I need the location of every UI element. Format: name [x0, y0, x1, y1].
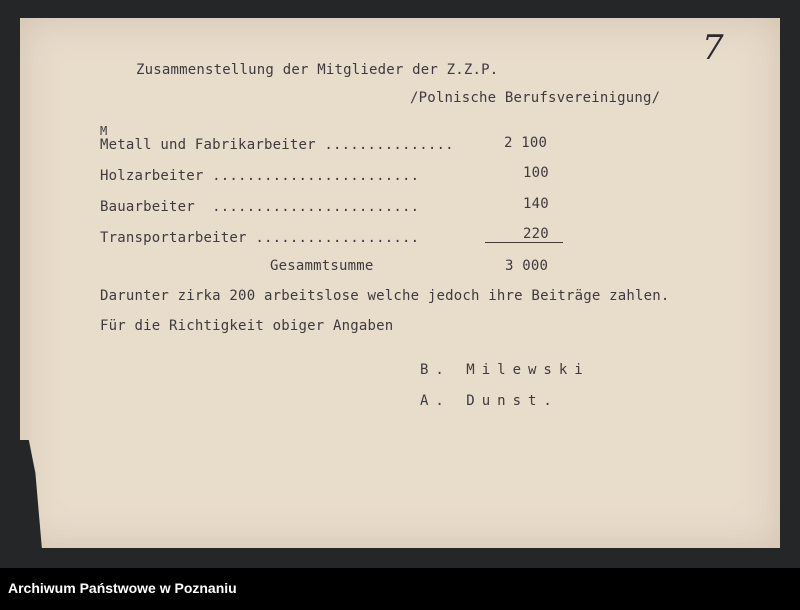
margin-mark: M	[100, 124, 108, 138]
row-value: 100	[523, 165, 549, 181]
row-label: Metall und Fabrikarbeiter ...............	[100, 137, 454, 153]
total-value: 3 000	[505, 258, 549, 274]
page-number: 7	[702, 28, 724, 68]
signature-name: A. Dunst.	[420, 393, 559, 409]
total-label: Gesammtsumme	[270, 258, 374, 274]
row-label: Transportarbeiter ...................	[100, 230, 420, 246]
signature-name: B. Milewski	[420, 362, 590, 378]
archive-footer	[0, 568, 800, 610]
archive-name: Archiwum Państwowe w Poznaniu	[8, 580, 237, 596]
sum-underline	[485, 242, 563, 243]
row-label: Bauarbeiter ........................	[100, 199, 420, 215]
row-value: 2 100	[504, 135, 548, 151]
row-value: 220	[523, 226, 549, 242]
row-value: 140	[523, 196, 549, 212]
document-sheet	[20, 18, 780, 548]
row-label: Holzarbeiter ........................	[100, 168, 420, 184]
note-text: Darunter zirka 200 arbeitslose welche jedoch ihre Beiträge zahlen.	[100, 288, 670, 304]
document-title: Zusammenstellung der Mitglieder der Z.Z.P.	[136, 62, 499, 78]
certification-text: Für die Richtigkeit obiger Angaben	[100, 318, 394, 334]
document-subtitle: /Polnische Berufsvereinigung/	[410, 90, 661, 106]
